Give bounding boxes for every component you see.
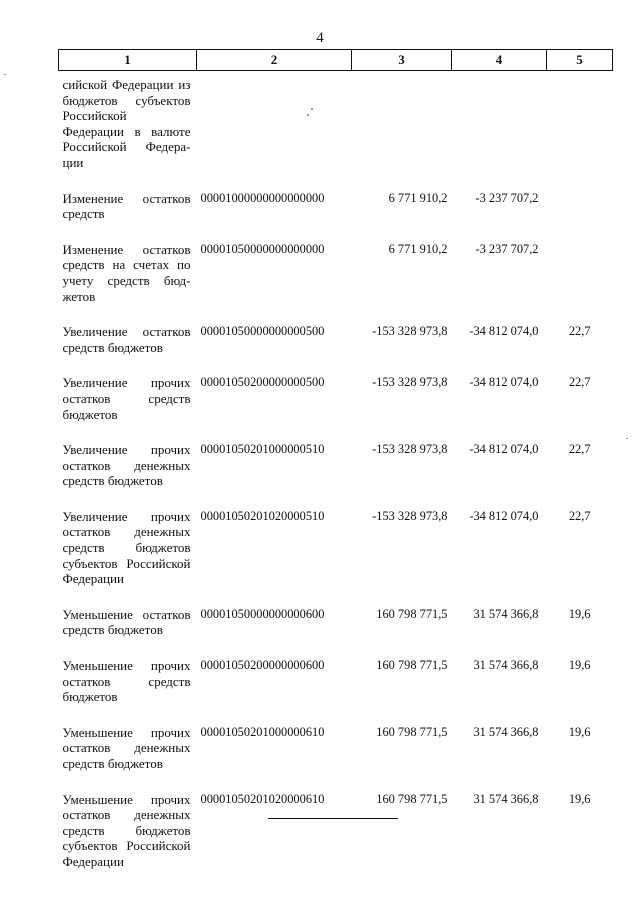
row-code: 00001050201020000610	[200, 791, 325, 806]
column-header-2: 2	[197, 50, 352, 71]
row-value-col4: -34 812 074,0	[469, 442, 539, 457]
row-value-col4: -34 812 074,0	[469, 324, 539, 339]
budget-sources-table	[58, 49, 613, 884]
row-value-col3: 160 798 771,5	[376, 658, 448, 673]
row-code: 00001050000000000000	[200, 241, 325, 256]
row-value-col5: 19,6	[568, 658, 591, 673]
row-value-col4	[452, 71, 547, 185]
row-name: Увеличение прочих остатков денежных средств бюджетов	[62, 442, 191, 489]
row-value-col3: -153 328 973,8	[372, 442, 448, 457]
row-value-col4: 31 574 366,8	[473, 791, 539, 806]
row-code: 00001050200000000600	[200, 658, 325, 673]
row-name: Изменение остатков средств на счетах по учету средств бюджетов	[62, 241, 191, 304]
row-value-col5: 19,6	[568, 724, 591, 739]
row-value-col5: 22,7	[568, 375, 591, 390]
row-code: 00001050201000000510	[200, 442, 325, 457]
row-value-col5	[547, 71, 613, 185]
column-header-3: 3	[352, 50, 452, 71]
row-value-col3: 160 798 771,5	[376, 791, 448, 806]
row-code: 00001050200000000500	[200, 375, 325, 390]
row-value-col3: 160 798 771,5	[376, 724, 448, 739]
row-code: 00001000000000000000	[200, 190, 325, 205]
row-value-col5: 19,6	[568, 606, 591, 621]
row-code: 00001050201020000510	[200, 508, 325, 523]
row-code: 00001050201000000610	[200, 724, 325, 739]
row-value-col3: -153 328 973,8	[372, 375, 448, 390]
column-header-1: 1	[59, 50, 197, 71]
row-name: Увеличение прочих остатков средств бюджетов	[62, 375, 191, 422]
column-header-5: 5	[547, 50, 613, 71]
column-header-4: 4	[452, 50, 547, 71]
row-value-col5: 22,7	[568, 324, 591, 339]
table-row	[59, 318, 613, 369]
row-code	[197, 71, 352, 185]
row-value-col3: -153 328 973,8	[372, 508, 448, 523]
row-value-col3: -153 328 973,8	[372, 324, 448, 339]
table-row	[59, 185, 613, 236]
row-name: Увеличение прочих остатков денежных средств бюджетов субъектов Российской Федерации	[62, 508, 191, 587]
row-code: 00001050000000000600	[200, 606, 325, 621]
row-value-col5: 22,7	[568, 442, 591, 457]
row-value-col3: 6 771 910,2	[388, 190, 448, 205]
table-row	[59, 71, 613, 185]
table-row	[59, 369, 613, 436]
row-value-col4: -3 237 707,2	[475, 190, 539, 205]
row-value-col4: -3 237 707,2	[475, 241, 539, 256]
row-name: Уменьшение прочих остатков средств бюджетов	[62, 658, 191, 705]
table-row	[59, 436, 613, 503]
row-name: Увеличение остатков средств бюджетов	[62, 324, 191, 355]
row-value-col3: 160 798 771,5	[376, 606, 448, 621]
row-value-col4: 31 574 366,8	[473, 658, 539, 673]
row-value-col4: 31 574 366,8	[473, 724, 539, 739]
row-value-col5	[547, 185, 613, 236]
table-row	[59, 786, 613, 884]
row-name: Уменьшение остатков средств бюджетов	[62, 606, 191, 638]
table-row	[59, 236, 613, 318]
row-name: Уменьшение прочих остатков денежных средств бюджетов	[62, 724, 191, 771]
table-row	[59, 719, 613, 786]
row-name: сийской Федерации из бюджетов субъектов Российской Федерации в валюте Российской Федерации	[62, 77, 191, 170]
page-number: 4	[316, 30, 324, 46]
row-name: Изменение остатков средств	[62, 190, 191, 222]
table-row	[59, 503, 613, 601]
row-value-col4: 31 574 366,8	[473, 606, 539, 621]
scan-speck	[311, 108, 313, 110]
row-value-col5: 22,7	[568, 508, 591, 523]
row-value-col5: 19,6	[568, 791, 591, 806]
row-code: 00001050000000000500	[200, 324, 325, 339]
row-value-col4: -34 812 074,0	[469, 508, 539, 523]
row-value-col4: -34 812 074,0	[469, 375, 539, 390]
row-value-col5	[547, 236, 613, 318]
footer-rule	[268, 818, 398, 819]
table-row	[59, 652, 613, 719]
row-value-col3: 6 771 910,2	[388, 241, 448, 256]
table-row	[59, 601, 613, 652]
scan-speck	[626, 438, 628, 439]
scan-speck	[307, 114, 309, 116]
row-value-col3	[352, 71, 452, 185]
scan-speck	[4, 74, 6, 75]
row-name: Уменьшение прочих остатков денежных средств бюджетов субъектов Российской Федерации	[62, 791, 191, 869]
header-row	[59, 50, 613, 71]
